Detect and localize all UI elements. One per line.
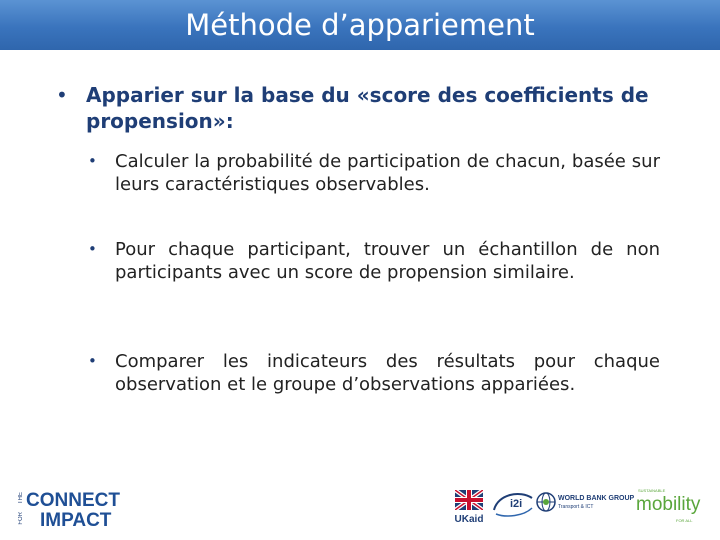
bullet-marker: • <box>88 240 97 258</box>
ukaid-label: UKaid <box>454 514 484 525</box>
world-bank-sub-label: Transport & ICT <box>558 504 594 510</box>
main-bullet <box>56 82 676 134</box>
slide-title: Méthode d’appariement <box>185 8 535 42</box>
logo-small-bottom: FOR <box>18 512 24 525</box>
sub-bullet-1 <box>88 150 660 196</box>
footer-logos <box>0 480 720 540</box>
bullet-marker: • <box>88 352 97 370</box>
world-bank-globe-icon <box>536 492 556 512</box>
mobility-label: mobility <box>636 494 701 515</box>
i2i-label: i2i <box>510 498 523 510</box>
ukaid-logo <box>452 488 486 526</box>
bullet-marker: • <box>88 152 97 170</box>
i2i-logo <box>490 488 536 526</box>
sustainable-mobility-logo <box>636 486 702 526</box>
connect-for-impact-logo <box>18 490 128 536</box>
sub-bullet-text: Pour chaque participant, trouver un échantillon de non participants avec un score de propension similaire. <box>115 239 660 283</box>
logo-line-1: CONNECT <box>26 490 120 511</box>
bullet-marker: • <box>56 83 68 107</box>
mobility-bottom-label: FOR ALL <box>676 518 693 523</box>
world-bank-label: WORLD BANK GROUP <box>558 495 635 502</box>
logo-small-top: THE <box>18 492 24 504</box>
sub-bullet-3 <box>88 350 660 396</box>
sub-bullet-2 <box>88 238 660 284</box>
main-bullet-text: Apparier sur la base du «score des coefficients de propension»: <box>86 83 649 133</box>
world-bank-logo <box>536 490 635 520</box>
sub-bullet-text: Calculer la probabilité de participation de chacun, basée sur leurs caractéristiques observables. <box>115 151 660 195</box>
logo-line-2: IMPACT <box>40 510 112 531</box>
sub-bullet-text: Comparer les indicateurs des résultats pour chaque observation et le groupe d’observations appariées. <box>115 351 660 395</box>
union-flag-icon <box>455 490 483 510</box>
mobility-top-label: SUSTAINABLE <box>638 488 666 493</box>
